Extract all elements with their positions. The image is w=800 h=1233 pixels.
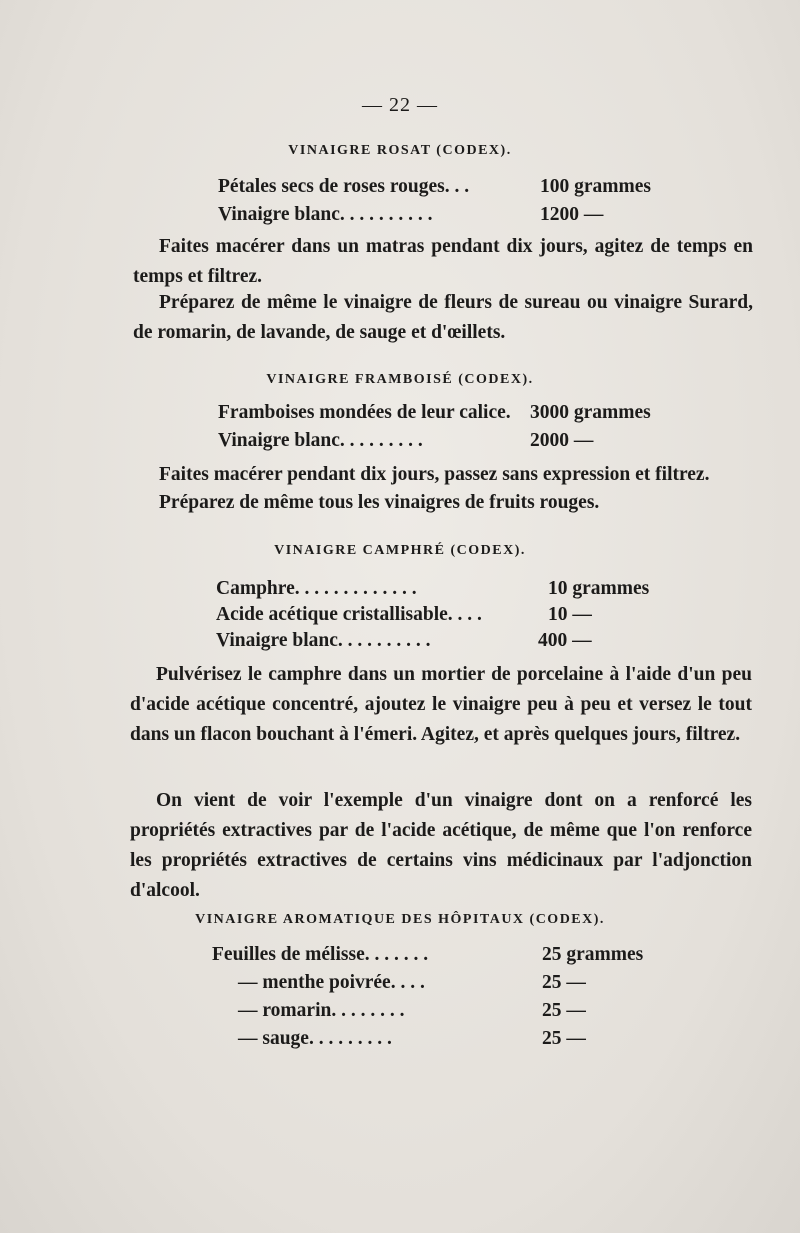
ingredient-row: [238, 1000, 586, 1022]
ingredient-row: [216, 578, 650, 600]
section-heading-rosat: VINAIGRE ROSAT (CODEX).: [288, 143, 512, 158]
ingredient-row: [216, 604, 592, 626]
ingredient-label: — romarin. . . . . . . .: [238, 1000, 405, 1021]
paragraph: Faites macérer pendant dix jours, passez sans expression et filtrez.: [159, 464, 710, 485]
ingredient-qty: 1200 —: [540, 204, 604, 225]
ingredient-row: [238, 972, 586, 994]
ingredient-label: Vinaigre blanc. . . . . . . . . .: [218, 204, 433, 225]
paragraph: Pulvérisez le camphre dans un mortier de porcelaine à l'aide d'un peu d'acide acétique concentré, ajoutez le vinaigre peu à peu et versez le tout dans un flacon bouchant à l'émeri. Agitez, et après quelques jours, filtrez.: [130, 664, 752, 745]
ingredient-qty: 2000 —: [530, 430, 594, 451]
page-number: — 22 —: [362, 94, 438, 116]
ingredient-qty: 400 —: [538, 630, 592, 651]
ingredient-label: — sauge. . . . . . . . .: [238, 1028, 392, 1049]
ingredient-label: Vinaigre blanc. . . . . . . . .: [218, 430, 423, 451]
paragraph: Préparez de même le vinaigre de fleurs de sureau ou vinaigre Surard, de romarin, de lavande, de sauge et d'œillets.: [133, 292, 753, 343]
ingredient-label: Acide acétique cristallisable. . . .: [216, 604, 482, 625]
ingredient-row: [218, 176, 652, 198]
paragraph: On vient de voir l'exemple d'un vinaigre dont on a renforcé les propriétés extractives par de l'acide acétique, de même que l'on renforce les propriétés extractives de certains vins médicinaux par l'adjonction d'alcool.: [130, 790, 752, 901]
ingredient-qty: 3000 grammes: [530, 402, 651, 423]
ingredient-qty: 25 grammes: [542, 944, 644, 965]
ingredient-label: Vinaigre blanc. . . . . . . . . .: [216, 630, 431, 651]
paragraph: Préparez de même tous les vinaigres de fruits rouges.: [159, 492, 600, 513]
ingredient-row: [218, 402, 651, 424]
section-heading-framboise: VINAIGRE FRAMBOISÉ (CODEX).: [266, 372, 534, 387]
ingredient-qty: 25 —: [542, 1028, 586, 1049]
ingredient-qty: 25 —: [542, 972, 586, 993]
ingredient-qty: 100 grammes: [540, 176, 652, 197]
paragraph: Faites macérer dans un matras pendant dix jours, agitez de temps en temps et filtrez.: [133, 236, 753, 287]
ingredient-label: Framboises mondées de leur calice.: [218, 402, 511, 423]
ingredient-row: [212, 944, 644, 966]
ingredient-row: [218, 204, 604, 226]
ingredient-qty: 10 grammes: [548, 578, 650, 599]
ingredient-row: [216, 630, 592, 652]
section-heading-camphre: VINAIGRE CAMPHRÉ (CODEX).: [274, 543, 526, 558]
ingredient-row: [218, 430, 594, 452]
ingredient-label: Pétales secs de roses rouges. . .: [218, 176, 470, 197]
ingredient-label: Feuilles de mélisse. . . . . . .: [212, 944, 429, 965]
ingredient-label: Camphre. . . . . . . . . . . . .: [216, 578, 417, 599]
section-heading-aromatique: VINAIGRE AROMATIQUE DES HÔPITAUX (CODEX).: [195, 912, 605, 927]
ingredient-qty: 10 —: [548, 604, 592, 625]
ingredient-label: — menthe poivrée. . . .: [238, 972, 425, 993]
ingredient-qty: 25 —: [542, 1000, 586, 1021]
ingredient-row: [238, 1028, 586, 1050]
